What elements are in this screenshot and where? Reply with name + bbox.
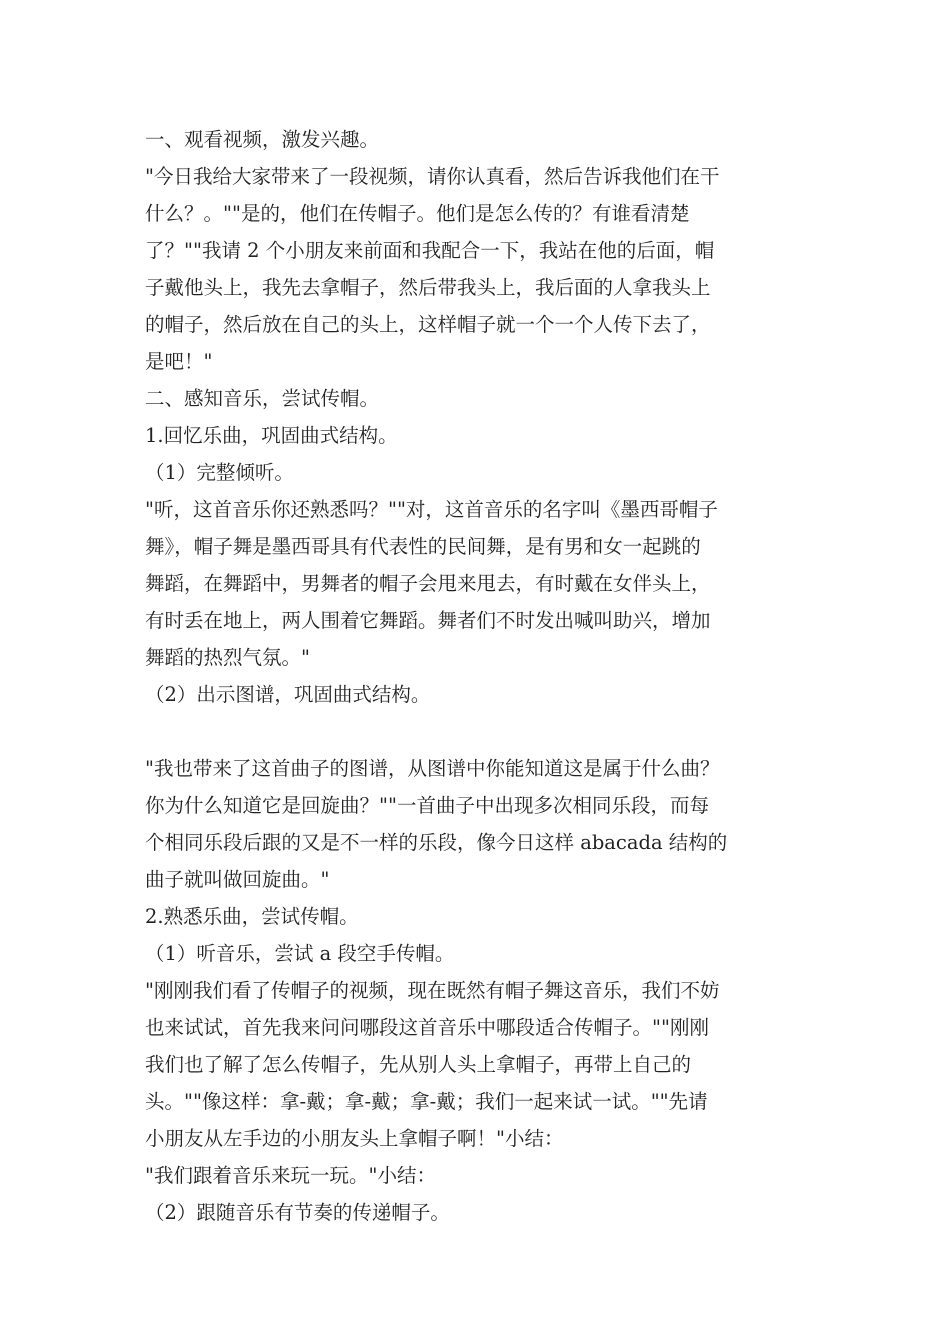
heading-section-2: 二、感知音乐，尝试传帽。: [145, 387, 380, 410]
paragraph-line: "听，这首音乐你还熟悉吗？""对，这首音乐的名字叫《墨西哥帽子: [145, 498, 718, 521]
paragraph-line: 你为什么知道它是回旋曲？""一首曲子中出现多次相同乐段，而每: [145, 794, 709, 817]
paragraph-line: 子戴他头上，我先去拿帽子，然后带我头上，我后面的人拿我头上: [145, 276, 711, 299]
paragraph-line: 舞》，帽子舞是墨西哥具有代表性的民间舞，是有男和女一起跳的: [145, 535, 701, 558]
paragraph-line: 曲子就叫做回旋曲。": [145, 868, 330, 891]
paragraph-line: "今日我给大家带来了一段视频，请你认真看，然后告诉我他们在干: [145, 165, 720, 188]
paragraph-line: 什么？。""是的，他们在传帽子。他们是怎么传的？有谁看清楚: [145, 202, 690, 225]
paragraph-line: 个相同乐段后跟的又是不一样的乐段，像今日这样 abacada 结构的: [145, 831, 728, 854]
paragraph-line: 的帽子，然后放在自己的头上，这样帽子就一个一个人传下去了，: [145, 313, 711, 336]
paragraph-line: 舞蹈，在舞蹈中，男舞者的帽子会甩来甩去，有时戴在女伴头上，: [145, 572, 711, 595]
subheading: 1.回忆乐曲，巩固曲式结构。: [145, 424, 398, 447]
subheading: （1）完整倾听。: [145, 461, 294, 484]
blank-line: [145, 713, 810, 750]
heading-section-1: 一、观看视频，激发兴趣。: [145, 128, 380, 151]
paragraph-line: 我们也了解了怎么传帽子，先从别人头上拿帽子，再带上自己的: [145, 1053, 692, 1076]
paragraph-line: 有时丢在地上，两人围着它舞蹈。舞者们不时发出喊叫助兴，增加: [145, 609, 711, 632]
paragraph-line: 是吧！": [145, 350, 213, 373]
subheading: （1）听音乐，尝试 a 段空手传帽。: [145, 942, 455, 965]
paragraph-line: "我也带来了这首曲子的图谱，从图谱中你能知道这是属于什么曲？: [145, 757, 720, 780]
paragraph-line: 了？""我请 2 个小朋友来前面和我配合一下，我站在他的后面，帽: [145, 239, 715, 262]
paragraph-line: 舞蹈的热烈气氛。": [145, 646, 310, 669]
subheading: （2）出示图谱，巩固曲式结构。: [145, 683, 431, 706]
paragraph-line: "刚刚我们看了传帽子的视频，现在既然有帽子舞这音乐，我们不妨: [145, 979, 720, 1002]
paragraph-line: 也来试试，首先我来问问哪段这首音乐中哪段适合传帽子。""刚刚: [145, 1016, 709, 1039]
subheading: 2.熟悉乐曲，尝试传帽。: [145, 905, 359, 928]
paragraph-line: 小朋友从左手边的小朋友头上拿帽子啊！"小结：: [145, 1127, 564, 1150]
document-body: [145, 121, 810, 1231]
subheading: （2）跟随音乐有节奏的传递帽子。: [145, 1201, 450, 1224]
paragraph-line: 头。""像这样：拿-戴；拿-戴；拿-戴；我们一起来试一试。""先请: [145, 1090, 708, 1113]
paragraph-line: "我们跟着音乐来玩一玩。"小结：: [145, 1164, 436, 1187]
